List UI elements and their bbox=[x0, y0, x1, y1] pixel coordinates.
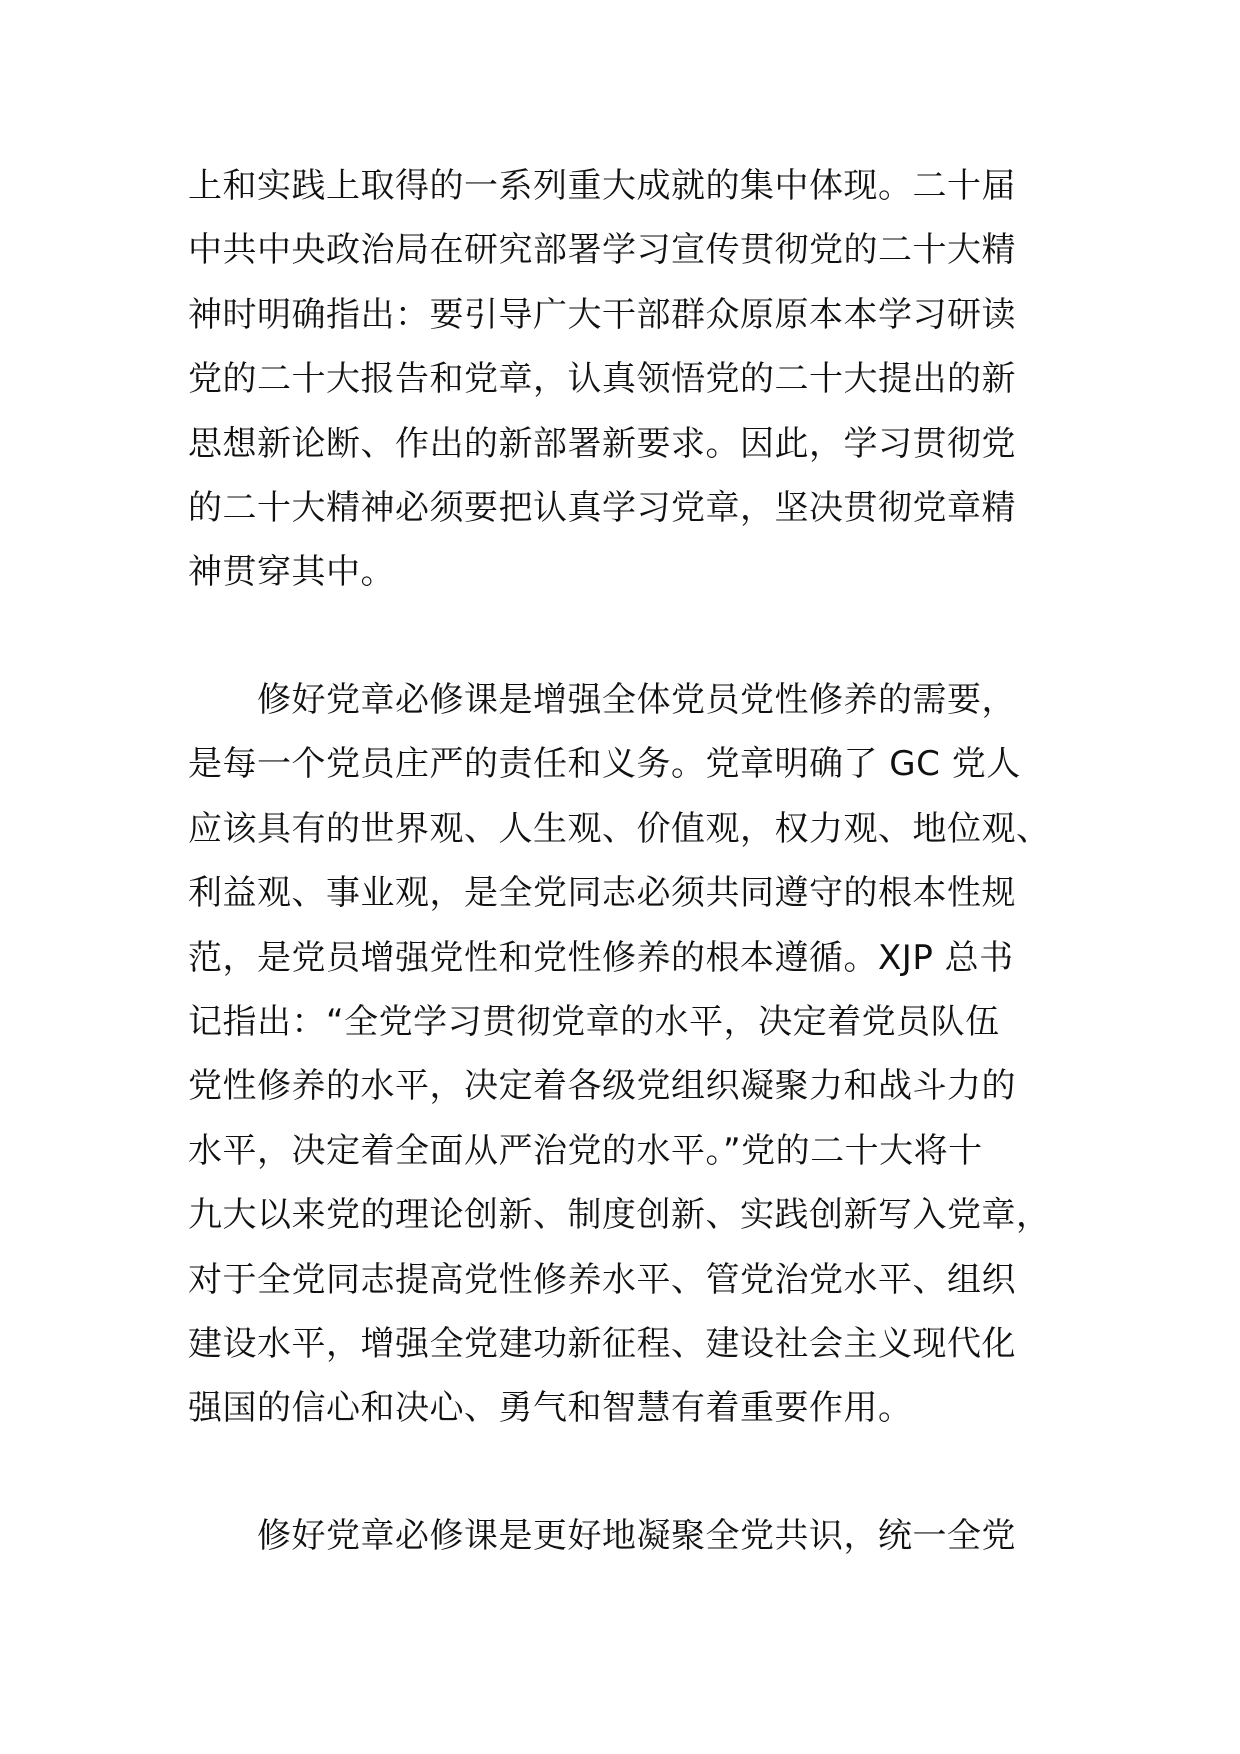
text-line: 修好党章必修课是增强全体党员党性修养的需要， bbox=[188, 680, 1016, 720]
text-line: 范，是党员增强党性和党性修养的根本遵循。XJP 总书 bbox=[188, 937, 1014, 978]
text-line: 是每一个党员庄严的责任和义务。党章明确了 GC 党人 bbox=[188, 744, 1021, 785]
text-line: 中共中央政治局在研究部署学习宣传贯彻党的二十大精 bbox=[188, 230, 1016, 271]
text-line: 水平，决定着全面从严治党的水平。”党的二十大将十 bbox=[188, 1130, 983, 1171]
text-line: 对于全党同志提高党性修养水平、管党治党水平、组织 bbox=[188, 1259, 1016, 1300]
text-line: 的二十大精神必须要把认真学习党章，坚决贯彻党章精 bbox=[188, 487, 1016, 528]
text-line: 强国的信心和决心、勇气和智慧有着重要作用。 bbox=[188, 1388, 913, 1429]
paragraph-3 bbox=[188, 1504, 1068, 1568]
text-line: 上和实践上取得的一系列重大成就的集中体现。二十届 bbox=[188, 166, 1016, 206]
text-line: 九大以来党的理论创新、制度创新、实践创新写入党章， bbox=[188, 1195, 1051, 1236]
text-line: 党的二十大报告和党章，认真领悟党的二十大提出的新 bbox=[188, 359, 1016, 400]
text-line: 修好党章必修课是更好地凝聚全党共识，统一全党 bbox=[188, 1516, 1016, 1556]
text-line: 党性修养的水平，决定着各级党组织凝聚力和战斗力的 bbox=[188, 1066, 1016, 1107]
text-line: 神时明确指出：要引导广大干部群众原原本本学习研读 bbox=[188, 294, 1016, 335]
paragraph-1 bbox=[188, 154, 1068, 605]
text-line: 思想新论断、作出的新部署新要求。因此，学习贯彻党 bbox=[188, 423, 1016, 464]
text-line: 应该具有的世界观、人生观、价值观，权力观、地位观、 bbox=[188, 808, 1051, 849]
paragraph-2 bbox=[188, 668, 1068, 1441]
text-line: 记指出：“全党学习贯彻党章的水平，决定着党员队伍 bbox=[188, 1001, 1000, 1042]
text-line: 利益观、事业观，是全党同志必须共同遵守的根本性规 bbox=[188, 873, 1016, 914]
text-line: 神贯穿其中。 bbox=[188, 552, 395, 593]
text-line: 建设水平，增强全党建功新征程、建设社会主义现代化 bbox=[188, 1323, 1016, 1364]
